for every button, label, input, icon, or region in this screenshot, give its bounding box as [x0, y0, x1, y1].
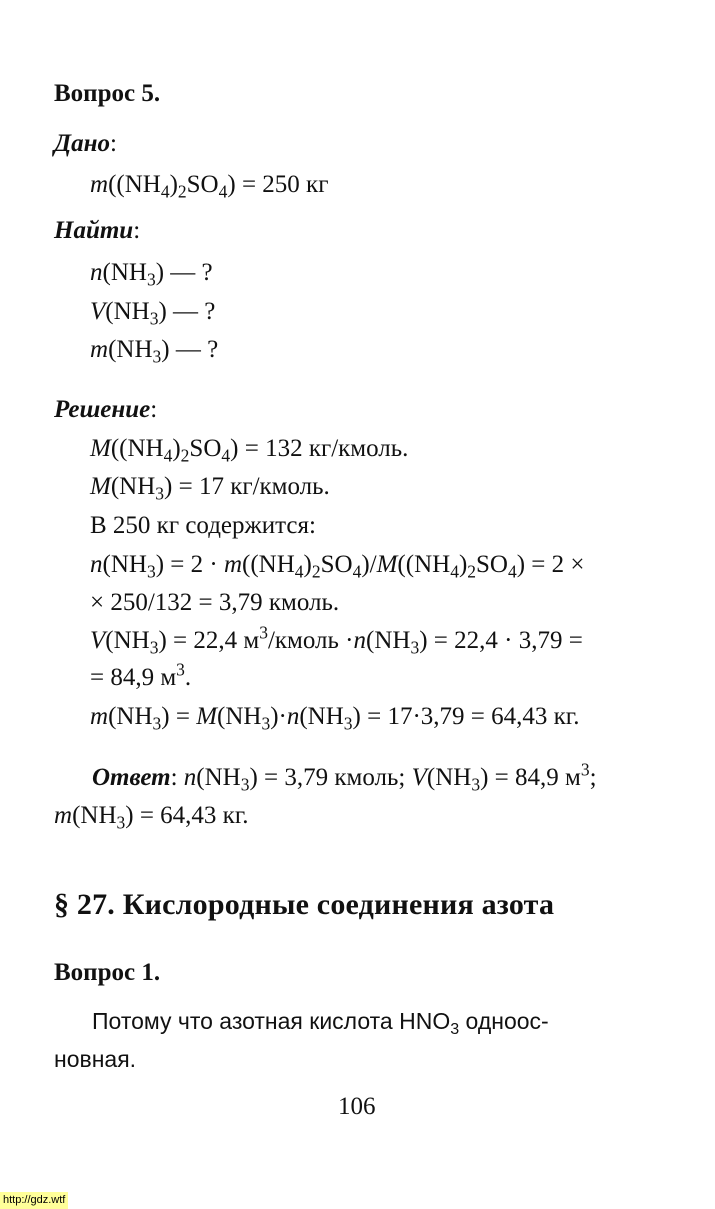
formula-part: ) = 132 кг/кмоль.: [230, 435, 409, 462]
solution-label: Решение: [54, 396, 151, 423]
subscript: 4: [163, 445, 173, 466]
formula-part: (NH: [108, 703, 153, 730]
symbol-m: m: [223, 551, 242, 578]
question-1-title: Вопрос 1.: [54, 959, 161, 986]
formula-part: )/: [361, 551, 377, 578]
formula-part: ) = 84,9 м: [480, 764, 581, 791]
formula-part: (NH: [105, 627, 150, 654]
formula-part: ;: [589, 764, 597, 791]
symbol-M: M: [90, 435, 111, 462]
subscript: 4: [218, 181, 228, 202]
formula-part: ) — ?: [155, 259, 213, 286]
subscript: 3: [240, 774, 250, 795]
solution-line-5: × 250/132 = 3,79 кмоль.: [90, 589, 340, 616]
formula-part: (NH: [366, 627, 411, 654]
subscript: 3: [146, 269, 156, 290]
formula-part: ((NH: [397, 551, 451, 578]
formula-part: (NH: [105, 298, 150, 325]
subscript: 4: [221, 445, 231, 466]
formula-part: (NH: [110, 473, 156, 500]
formula-part: ) =: [161, 703, 197, 730]
question-5-title: Вопрос 5.: [54, 80, 161, 107]
text-part: одноос-: [459, 1008, 549, 1034]
formula-part: ): [172, 435, 181, 462]
subscript: 3: [146, 561, 156, 582]
section-title: § 27. Кислородные соединения азота: [54, 888, 555, 921]
given-mass-line: [90, 171, 329, 202]
formula-part: ) = 2 ×: [516, 551, 585, 578]
solution-line-1: [90, 435, 409, 466]
subscript: 3: [471, 774, 481, 795]
formula-part: (NH: [196, 764, 241, 791]
given-colon: :: [109, 130, 117, 157]
formula-part: SO: [476, 551, 508, 578]
formula-part: (NH: [102, 259, 147, 286]
subscript: 2: [467, 561, 477, 582]
subscript: 4: [160, 181, 170, 202]
formula-part: /кмоль ·: [267, 627, 354, 654]
formula-part: ) = 3,79 кмоль;: [249, 764, 412, 791]
formula-part: ) — ?: [161, 336, 219, 363]
symbol-m: m: [90, 171, 109, 198]
symbol-m: m: [90, 336, 109, 363]
answer-colon: :: [170, 764, 184, 791]
find-heading: [54, 218, 140, 243]
find-label: Найти: [54, 217, 134, 244]
formula-part: ((NH: [110, 435, 164, 462]
question-1-text-line-2: новная.: [54, 1046, 137, 1072]
symbol-v: V: [90, 298, 106, 325]
page-number: 106: [338, 1093, 376, 1120]
symbol-n: n: [286, 703, 300, 730]
formula-part: SO: [320, 551, 353, 578]
symbol-n: n: [90, 551, 103, 578]
solution-line-7: [90, 659, 192, 691]
superscript: 3: [259, 622, 268, 643]
subscript: 3: [450, 1019, 460, 1038]
formula-part: ): [458, 551, 468, 578]
subscript: 4: [450, 561, 459, 582]
formula-part: SO: [189, 435, 222, 462]
symbol-M: M: [196, 703, 218, 730]
formula-part: (NH: [426, 764, 472, 791]
solution-line-6: [90, 622, 583, 658]
subscript: 2: [177, 181, 187, 202]
find-m-line: [90, 336, 219, 367]
subscript: 2: [311, 561, 321, 582]
subscript: 3: [152, 713, 162, 734]
find-v-line: [90, 298, 216, 329]
given-heading: [54, 131, 117, 156]
formula-part: ) = 17·3,79 = 64,43 кг.: [352, 703, 580, 730]
find-n-line: [90, 259, 213, 290]
formula-part: ): [303, 551, 312, 578]
subscript: 3: [149, 308, 159, 329]
formula-part: (NH: [108, 336, 153, 363]
footer-url-tag[interactable]: http://gdz.wtf: [0, 1192, 68, 1209]
symbol-m: m: [90, 703, 109, 730]
solution-line-8: [90, 703, 580, 734]
solution-line-3: В 250 кг содержится:: [90, 512, 316, 539]
find-colon: :: [133, 217, 141, 244]
formula-part: ) = 17 кг/кмоль.: [164, 473, 330, 500]
formula-part: ) — ?: [158, 298, 216, 325]
subscript: 3: [116, 812, 126, 833]
subscript: 3: [410, 637, 420, 658]
answer-line-2: [54, 802, 249, 833]
symbol-v: V: [411, 764, 427, 791]
solution-colon: :: [150, 396, 158, 423]
subscript: 4: [352, 561, 362, 582]
subscript: 4: [507, 561, 517, 582]
formula-part: ) = 22,4 м: [158, 627, 260, 654]
formula-part: (NH: [299, 703, 344, 730]
formula-part: ) = 64,43 кг.: [125, 802, 249, 829]
text-part: Потому что азотная кислота HNO: [92, 1008, 451, 1034]
symbol-n: n: [183, 764, 197, 791]
subscript: 3: [343, 713, 353, 734]
subscript: 3: [152, 346, 162, 367]
formula-part: SO: [186, 171, 219, 198]
symbol-m: m: [54, 802, 73, 829]
solution-heading: [54, 397, 157, 422]
formula-part: (NH: [72, 802, 117, 829]
formula-part: (NH: [217, 703, 262, 730]
formula-part: )·: [270, 703, 287, 730]
formula-part: .: [184, 664, 192, 691]
subscript: 3: [155, 483, 165, 504]
formula-part: ): [169, 171, 178, 198]
question-1-text-line-1: [92, 1008, 549, 1038]
solution-line-4: [90, 551, 585, 582]
formula-part: (NH: [102, 551, 147, 578]
subscript: 4: [294, 561, 304, 582]
symbol-n: n: [90, 259, 103, 286]
formula-part: = 84,9 м: [90, 664, 177, 691]
subscript: 3: [261, 713, 271, 734]
answer-label: Ответ: [92, 764, 171, 791]
formula-part: ((NH: [108, 171, 161, 198]
solution-line-2: [90, 473, 330, 504]
given-label: Дано: [54, 130, 110, 157]
formula-part: ) = 22,4 · 3,79 =: [419, 627, 583, 654]
superscript: 3: [580, 759, 590, 780]
subscript: 3: [149, 637, 159, 658]
symbol-M: M: [376, 551, 398, 578]
formula-part: ) = 250 кг: [227, 171, 329, 198]
superscript: 3: [176, 659, 185, 680]
symbol-n: n: [353, 627, 367, 654]
symbol-M: M: [90, 473, 111, 500]
subscript: 2: [180, 445, 190, 466]
formula-part: ((NH: [242, 551, 295, 578]
answer-line-1: [92, 759, 597, 795]
formula-part: ) = 2 ·: [155, 551, 224, 578]
symbol-v: V: [90, 627, 106, 654]
